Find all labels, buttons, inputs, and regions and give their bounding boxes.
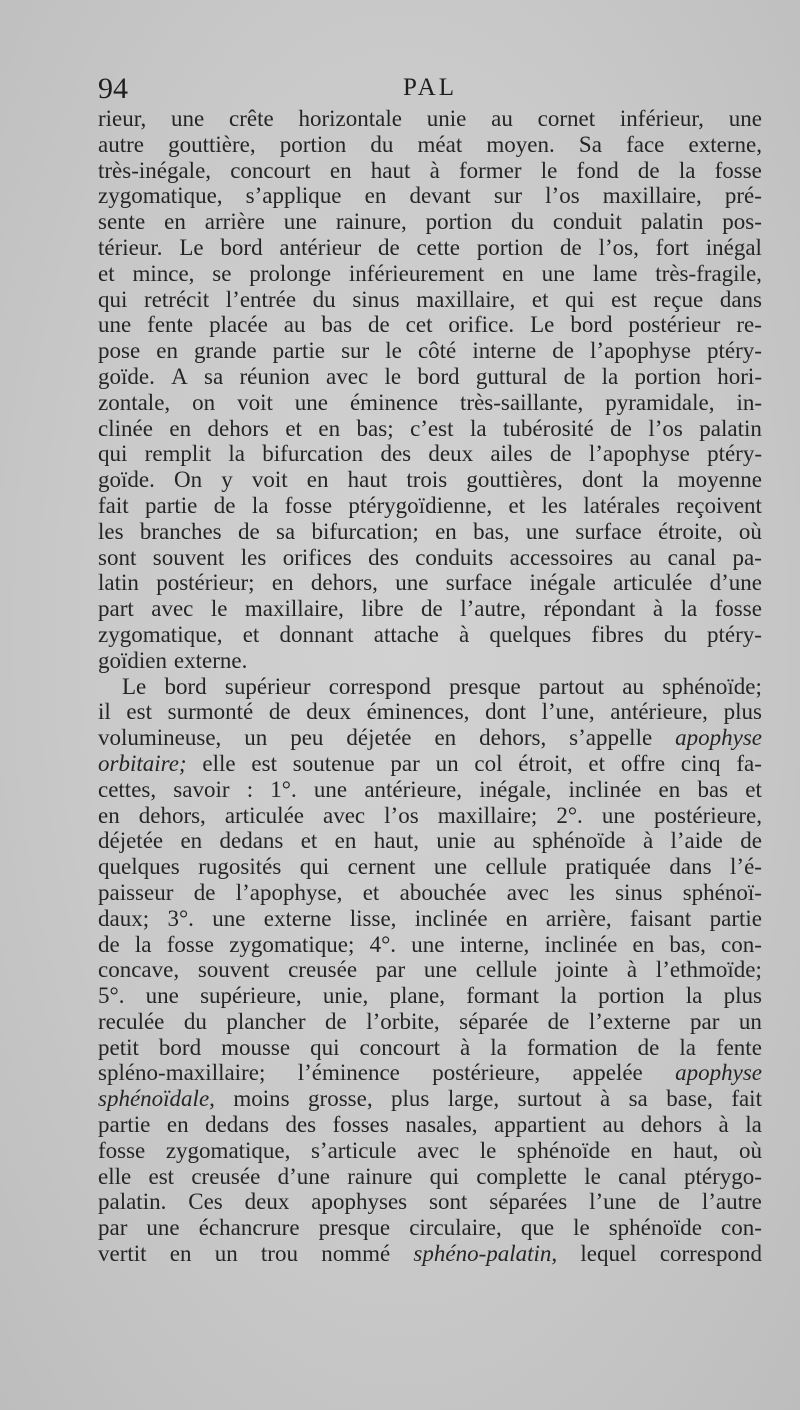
text-line: orbitaire; elle est soutenue par un col étroit, et offre cinq fa- xyxy=(98,750,762,776)
running-head: PAL xyxy=(403,74,457,101)
text-line: déjetée en dedans et en haut, unie au sphénoïde à l’aide de xyxy=(98,828,762,854)
text-line: petit bord mousse qui concourt à la formation de la fente xyxy=(98,1034,762,1060)
text-line: de la fosse zygomatique; 4°. une interne, inclinée en bas, con- xyxy=(98,931,762,957)
text-line: il est surmonté de deux éminences, dont l’une, antérieure, plus xyxy=(98,699,762,725)
body-text xyxy=(98,106,762,1267)
text-line: sente en arrière une rainure, portion du conduit palatin pos- xyxy=(98,209,762,235)
text-line: clinée en dehors et en bas; c’est la tubérosité de l’os palatin xyxy=(98,415,762,441)
text-line: en dehors, articulée avec l’os maxillaire; 2°. une postérieure, xyxy=(98,802,762,828)
text-line: goïde. On y voit en haut trois gouttières, dont la moyenne xyxy=(98,467,762,493)
text-line: qui retrécit l’entrée du sinus maxillaire, et qui est reçue dans xyxy=(98,286,762,312)
text-line: très-inégale, concourt en haut à former le fond de la fosse xyxy=(98,157,762,183)
text-line: Le bord supérieur correspond presque partout au sphénoïde; xyxy=(122,673,762,699)
text-line: zontale, on voit une éminence très-saillante, pyramidale, in- xyxy=(98,389,762,415)
text-line: autre gouttière, portion du méat moyen. Sa face externe, xyxy=(98,131,762,157)
text-line: sphénoïdale, moins grosse, plus large, surtout à sa base, fait xyxy=(98,1086,762,1112)
text-line: une fente placée au bas de cet orifice. Le bord postérieur re- xyxy=(98,312,762,338)
text-line: volumineuse, un peu déjetée en dehors, s’appelle apophyse xyxy=(98,725,762,751)
text-line: rieur, une crête horizontale unie au cornet inférieur, une xyxy=(98,106,762,131)
text-line: partie en dedans des fosses nasales, appartient au dehors à la xyxy=(98,1112,762,1138)
text-line: concave, souvent creusée par une cellule jointe à l’ethmoïde; xyxy=(98,957,762,983)
text-line: spléno-maxillaire; l’éminence postérieure, appelée apophyse xyxy=(98,1060,762,1086)
text-line: goïde. A sa réunion avec le bord guttural de la portion hori- xyxy=(98,363,762,389)
text-line: 5°. une supérieure, unie, plane, formant la portion la plus xyxy=(98,983,762,1009)
text-line: latin postérieur; en dehors, une surface inégale articulée d’une xyxy=(98,570,762,596)
text-line: part avec le maxillaire, libre de l’autre, répondant à la fosse xyxy=(98,596,762,622)
text-line: zygomatique, et donnant attache à quelques fibres du ptéry- xyxy=(98,621,762,647)
text-line: cettes, savoir : 1°. une antérieure, inégale, inclinée en bas et xyxy=(98,776,762,802)
text-line: palatin. Ces deux apophyses sont séparées l’une de l’autre xyxy=(98,1189,762,1215)
page-number: 94 xyxy=(98,72,128,105)
text-line: les branches de sa bifurcation; en bas, une surface étroite, où xyxy=(98,518,762,544)
text-line: térieur. Le bord antérieur de cette portion de l’os, fort inégal xyxy=(98,234,762,260)
text-line: fait partie de la fosse ptérygoïdienne, et les latérales reçoivent xyxy=(98,492,762,518)
text-line: sont souvent les orifices des conduits accessoires au canal pa- xyxy=(98,544,762,570)
text-line: paisseur de l’apophyse, et abouchée avec les sinus sphénoï- xyxy=(98,879,762,905)
text-line: fosse zygomatique, s’articule avec le sphénoïde en haut, où xyxy=(98,1137,762,1163)
text-line: reculée du plancher de l’orbite, séparée de l’externe par un xyxy=(98,1008,762,1034)
text-line: et mince, se prolonge inférieurement en une lame très-fragile, xyxy=(98,260,762,286)
text-line: daux; 3°. une externe lisse, inclinée en arrière, faisant partie xyxy=(98,905,762,931)
text-line: qui remplit la bifurcation des deux ailes de l’apophyse ptéry- xyxy=(98,441,762,467)
text-line: goïdien externe. xyxy=(98,647,248,673)
text-line: elle est creusée d’une rainure qui complette le canal ptérygo- xyxy=(98,1163,762,1189)
text-line: zygomatique, s’applique en devant sur l’os maxillaire, pré- xyxy=(98,183,762,209)
text-line: par une échancrure presque circulaire, que le sphénoïde con- xyxy=(98,1215,762,1241)
text-line: pose en grande partie sur le côté interne de l’apophyse ptéry- xyxy=(98,338,762,364)
text-line: vertit en un trou nommé sphéno-palatin, lequel correspond xyxy=(98,1241,762,1267)
text-line: quelques rugosités qui cernent une cellule pratiquée dans l’é- xyxy=(98,854,762,880)
